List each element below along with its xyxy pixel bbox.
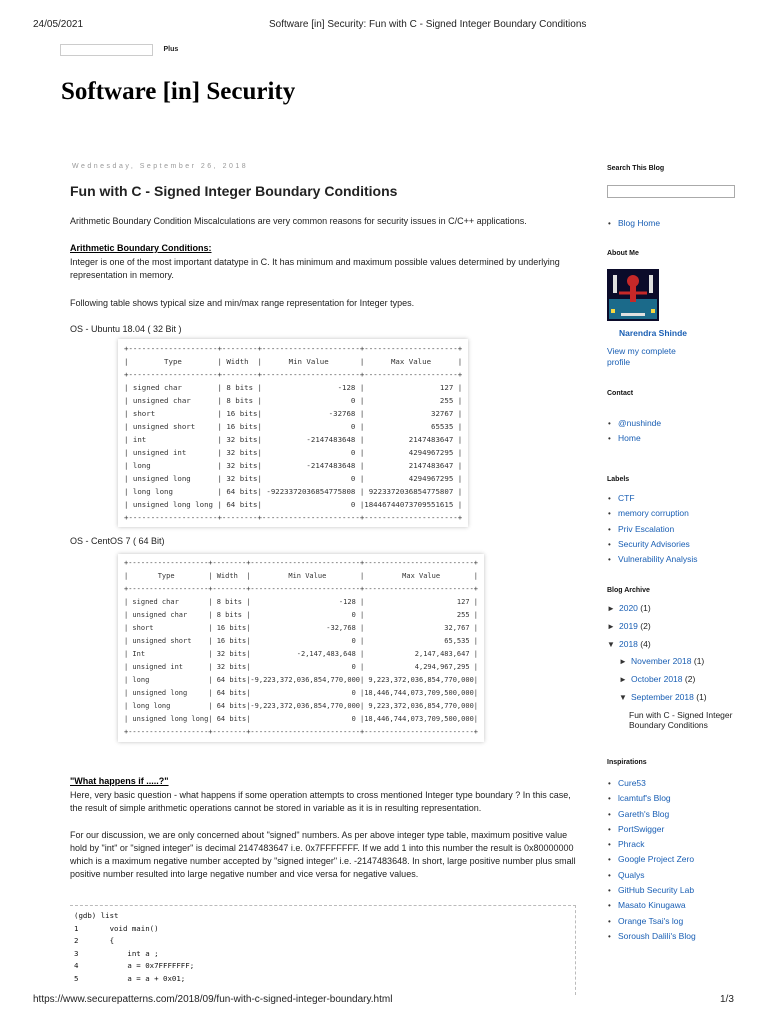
archive-post-link[interactable]: Fun with C - Signed Integer Boundary Conditions bbox=[629, 710, 733, 730]
expand-toggle-icon[interactable]: ► bbox=[619, 657, 627, 666]
expand-toggle-icon[interactable]: ► bbox=[607, 622, 615, 631]
page-url: https://www.securepatterns.com/2018/09/fun-with-c-signed-integer-boundary.html bbox=[33, 994, 393, 1005]
archive-month-row[interactable]: ▼ September 2018 (1) bbox=[619, 692, 707, 702]
print-date: 24/05/2021 bbox=[33, 19, 84, 30]
integer-table-64bit: +-------------------+--------+--------------------------+--------------------------+ | Type | Width | Min Value | Max Value | +-------------------+--------+--------------------------+--------------------------+ | signed char | 8 bits | -128 | 127 | | unsigned char | 8 bits | 0 | 255 | | short | 16 bits| -32,768 | 32,767 | | unsigned short | 16 bits| 0 | 65,535 | | Int | 32 bits| -2,147,483,648 | 2,147,483,647 | | unsigned int | 32 bits| 0 | 4,294,967,295 | | long | 64 bits|-9,223,372,036,854,770,000| 9,223,372,036,854,770,000| | unsigned long | 64 bits| 0 |18,446,744,073,709,500,000| | long long | 64 bits|-9,223,372,036,854,770,000| 9,223,372,036,854,770,000| | unsigned long long| 64 bits| 0 |18,446,744,073,709,500,000| +-------------------+--------+--------------------------+--------------------------+ bbox=[118, 554, 484, 742]
section-heading-what-happens: "What happens if .....?" bbox=[70, 776, 169, 786]
plus-link[interactable]: Plus bbox=[163, 46, 179, 54]
label-link[interactable]: • CTF bbox=[607, 491, 698, 506]
inspiration-link[interactable]: • Cure53 bbox=[607, 776, 696, 791]
inspirations-heading: Inspirations bbox=[607, 759, 647, 766]
labels-heading: Labels bbox=[607, 476, 630, 483]
inspiration-link[interactable]: • PortSwigger bbox=[607, 822, 696, 837]
post-date: Wednesday, September 26, 2018 bbox=[72, 163, 249, 170]
author-name[interactable]: Narendra Shinde bbox=[619, 328, 688, 338]
inspiration-link[interactable]: • Orange Tsai's log bbox=[607, 914, 696, 929]
post-main bbox=[70, 163, 578, 983]
view-profile-link[interactable]: View my complete profile bbox=[607, 346, 676, 367]
expand-toggle-icon[interactable]: ► bbox=[607, 604, 615, 613]
blog-home-list bbox=[607, 216, 660, 231]
archive-month-row[interactable]: ► October 2018 (2) bbox=[619, 674, 696, 684]
section-heading-boundary: Arithmetic Boundary Conditions: bbox=[70, 243, 212, 253]
archive-year-row[interactable]: ► 2019 (2) bbox=[607, 621, 651, 631]
inspiration-link[interactable]: • Masato Kinugawa bbox=[607, 898, 696, 913]
contact-link-home[interactable]: • Home bbox=[607, 431, 661, 446]
inspiration-link[interactable]: • GitHub Security Lab bbox=[607, 883, 696, 898]
paragraph-integer: Integer is one of the most important datatype in C. It has minimum and maximum possible values determined by underlying representation in memory. bbox=[70, 257, 560, 280]
archive-year-row[interactable]: ► 2020 (1) bbox=[607, 603, 651, 613]
paragraph-signed: For our discussion, we are only concerned about "signed" numbers. As per above integer type table, maximum positive value hold by "int" or "signed integer" is decimal 2147483647 i.e. 0x7FFFFFFF. If we add 1 into this number the result is 0x80000000 which is a maximum negative number accepted by "signed integer" i.e. -2147483648. In short, large positive number plus small positive number resulted into large negative number and vice versa for negative values. bbox=[70, 830, 576, 879]
blog-title[interactable]: Software [in] Security bbox=[61, 78, 296, 105]
os-label-centos: OS - CentOS 7 ( 64 Bit) bbox=[70, 536, 165, 546]
blog-home-link[interactable]: • Blog Home bbox=[607, 216, 660, 231]
inspiration-link[interactable]: • Gareth's Blog bbox=[607, 807, 696, 822]
profile-image-icon bbox=[607, 269, 659, 321]
inspiration-link[interactable]: • Qualys bbox=[607, 868, 696, 883]
label-link[interactable]: • memory corruption bbox=[607, 506, 698, 521]
about-heading: About Me bbox=[607, 250, 639, 257]
label-link[interactable]: • Vulnerability Analysis bbox=[607, 552, 698, 567]
archive-heading: Blog Archive bbox=[607, 587, 650, 594]
intro-paragraph: Arithmetic Boundary Condition Miscalculations are very common reasons for security issues in C/C++ applications. bbox=[70, 216, 527, 226]
labels-list bbox=[607, 491, 698, 567]
collapse-toggle-icon[interactable]: ▼ bbox=[619, 693, 627, 702]
contact-heading: Contact bbox=[607, 390, 634, 397]
os-label-ubuntu: OS - Ubuntu 18.04 ( 32 Bit ) bbox=[70, 324, 182, 334]
print-header bbox=[0, 0, 768, 36]
inspiration-link[interactable]: • Soroush Dalili's Blog bbox=[607, 929, 696, 944]
contact-link-twitter[interactable]: • @nushinde bbox=[607, 416, 661, 431]
label-link[interactable]: • Priv Escalation bbox=[607, 522, 698, 537]
collapse-toggle-icon[interactable]: ▼ bbox=[607, 640, 615, 649]
gdb-code-block: (gdb) list 1 void main() 2 { 3 int a ; 4 a = 0x7FFFFFFF; 5 a = a + 0x01; bbox=[70, 905, 576, 995]
navbar-search-box[interactable] bbox=[60, 44, 153, 56]
inspirations-list bbox=[607, 776, 696, 944]
search-input[interactable] bbox=[607, 185, 735, 198]
archive-year-row[interactable]: ▼ 2018 (4) bbox=[607, 639, 651, 649]
paragraph-question: Here, very basic question - what happens if some operation attempts to cross mentioned Integer type boundary ? In this case, the result of simple arithmetic operations cannot be stored in variable as it is in resulting representation. bbox=[70, 790, 571, 813]
avatar[interactable] bbox=[607, 269, 659, 321]
contact-list bbox=[607, 416, 661, 447]
integer-table-32bit: +--------------------+--------+----------------------+---------------------+ | Type | Width | Min Value | Max Value | +--------------------+--------+----------------------+---------------------+ | signed char | 8 bits | -128 | 127 | | unsigned char | 8 bits | 0 | 255 | | short | 16 bits| -32768 | 32767 | | unsigned short | 16 bits| 0 | 65535 | | int | 32 bits| -2147483648 | 2147483647 | | unsigned int | 32 bits| 0 | 4294967295 | | long | 32 bits| -2147483648 | 2147483647 | | unsigned long | 32 bits| 0 | 4294967295 | | long long | 64 bits| -9223372036854775808 | 9223372036854775807 | | unsigned long long | 64 bits| 0 |18446744073709551615 | +--------------------+--------+----------------------+---------------------+ bbox=[118, 339, 468, 527]
inspiration-link[interactable]: • Google Project Zero bbox=[607, 852, 696, 867]
post-title[interactable]: Fun with C - Signed Integer Boundary Conditions bbox=[70, 183, 398, 199]
inspiration-link[interactable]: • lcamtuf's Blog bbox=[607, 791, 696, 806]
blogger-navbar bbox=[60, 41, 178, 59]
page-number: 1/3 bbox=[720, 994, 734, 1005]
label-link[interactable]: • Security Advisories bbox=[607, 537, 698, 552]
archive-month-row[interactable]: ► November 2018 (1) bbox=[619, 656, 705, 666]
paragraph-table-intro: Following table shows typical size and min/max range representation for Integer types. bbox=[70, 298, 415, 308]
search-heading: Search This Blog bbox=[607, 165, 665, 172]
print-title: Software [in] Security: Fun with C - Signed Integer Boundary Conditions bbox=[269, 19, 587, 30]
expand-toggle-icon[interactable]: ► bbox=[619, 675, 627, 684]
inspiration-link[interactable]: • Phrack bbox=[607, 837, 696, 852]
